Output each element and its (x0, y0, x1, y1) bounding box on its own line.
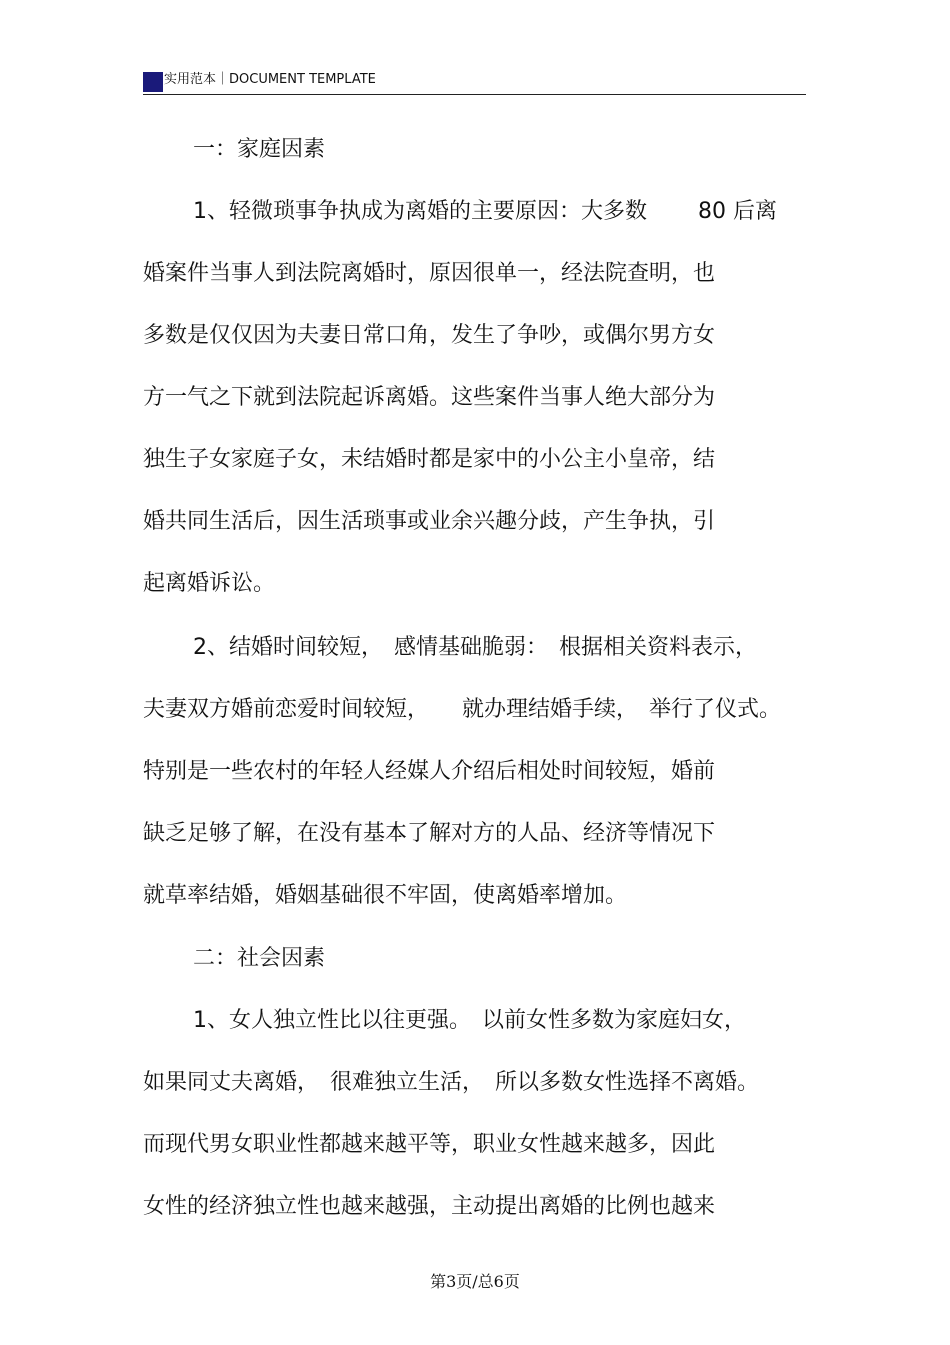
paragraph-line: 2、结婚时间较短， 感情基础脆弱： 根据相关资料表示， (193, 635, 757, 660)
paragraph-line: 夫妻双方婚前恋爱时间较短， 就办理结婚手续， 举行了仪式。 (143, 697, 782, 722)
paragraph-line: 方一气之下就到法院起诉离婚。这些案件当事人绝大部分为 (143, 385, 716, 410)
page-number: 第3页/总6页 (430, 1272, 520, 1291)
paragraph-line: 就草率结婚，婚姻基础很不牢固，使离婚率增加。 (143, 883, 628, 908)
page-header (143, 68, 806, 95)
header-title: 实用范本｜DOCUMENT TEMPLATE (164, 72, 376, 87)
paragraph-line: 特别是一些农村的年轻人经媒人介绍后相处时间较短，婚前 (143, 759, 716, 784)
paragraph-line: 1、轻微琐事争执成为离婚的主要原因：大多数 80 后离 (193, 199, 777, 224)
paragraph-line: 多数是仅仅因为夫妻日常口角，发生了争吵，或偶尔男方女 (143, 323, 716, 348)
paragraph-line: 而现代男女职业性都越来越平等，职业女性越来越多，因此 (143, 1132, 716, 1157)
paragraph-line: 缺乏足够了解，在没有基本了解对方的人品、经济等情况下 (143, 821, 716, 846)
header-logo-square (143, 72, 163, 92)
section-heading-society: 二：社会因素 (193, 946, 326, 971)
paragraph-line: 独生子女家庭子女，未结婚时都是家中的小公主小皇帝，结 (143, 447, 716, 472)
paragraph-line: 起离婚诉讼。 (143, 571, 276, 596)
paragraph-line: 婚案件当事人到法院离婚时，原因很单一，经法院查明，也 (143, 261, 716, 286)
paragraph-line: 婚共同生活后，因生活琐事或业余兴趣分歧，产生争执，引 (143, 509, 716, 534)
paragraph-line: 1、女人独立性比以往更强。 以前女性多数为家庭妇女， (193, 1008, 746, 1033)
paragraph-line: 如果同丈夫离婚， 很难独立生活， 所以多数女性选择不离婚。 (143, 1070, 760, 1095)
paragraph-line: 女性的经济独立性也越来越强，主动提出离婚的比例也越来 (143, 1194, 716, 1219)
section-heading-family: 一：家庭因素 (193, 137, 326, 162)
